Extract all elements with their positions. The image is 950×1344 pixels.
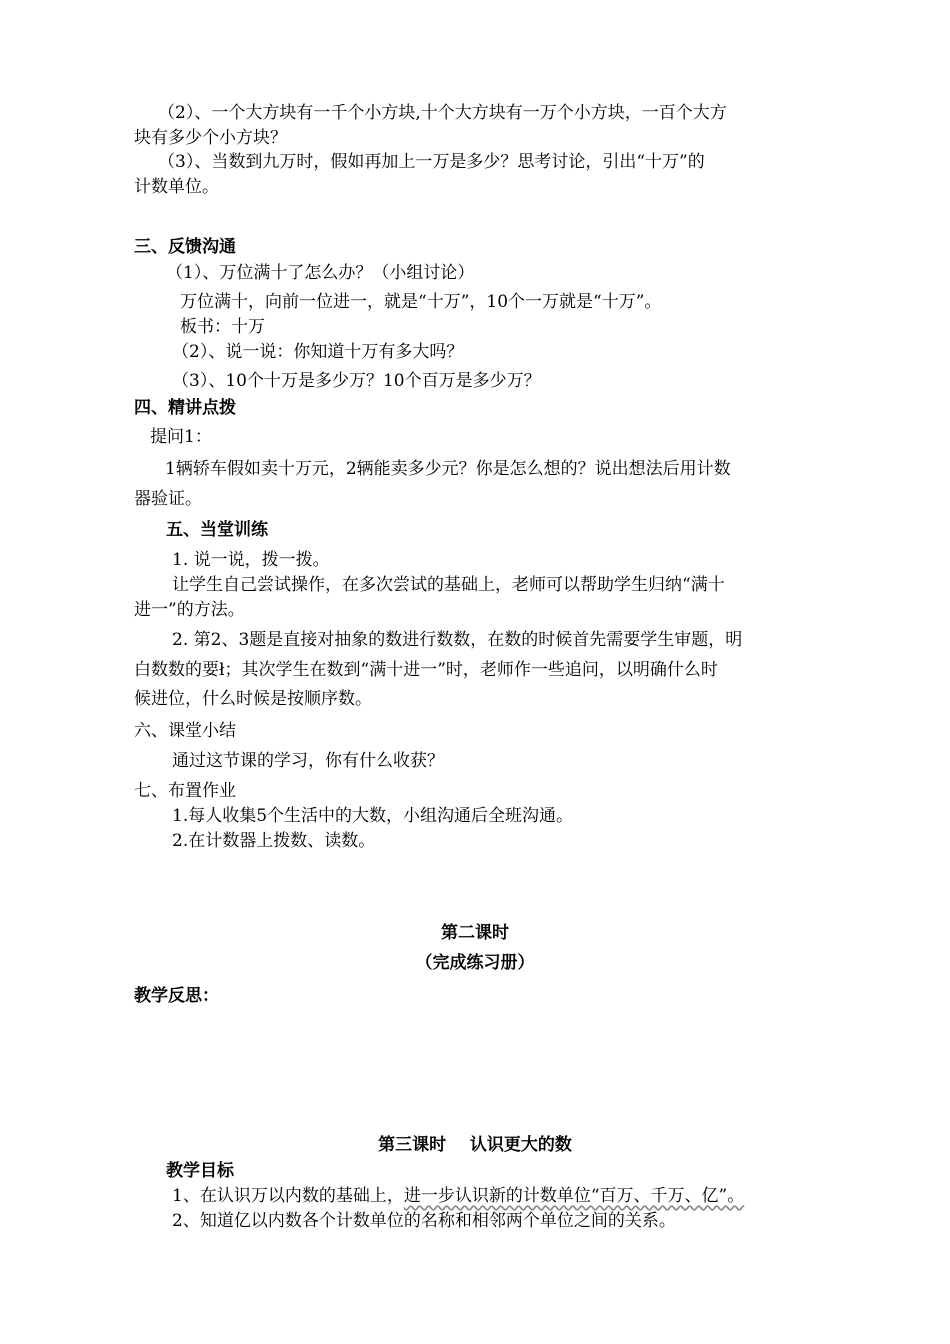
section5-item1: 1. 说一说，拨一拨。 — [172, 550, 330, 570]
section4-heading: 四、精讲点拨 — [134, 398, 236, 418]
section5-item2-line2: 白数数的要ł；其次学生在数到“满十进一”时，老师作一些追问，以明确什么时 — [134, 660, 718, 680]
section4-line2: 器验证。 — [134, 489, 202, 509]
item3-line2: 计数单位。 — [134, 177, 219, 197]
section3-board: 板书：十万 — [180, 317, 265, 337]
section7-item2: 2.在计数器上拨数、读数。 — [172, 831, 376, 851]
lesson3-title: 第三课时 认识更大的数 — [378, 1135, 572, 1155]
lesson2-subtitle: （完成练习册） — [415, 953, 535, 973]
section6-text: 通过这节课的学习，你有什么收获？ — [172, 751, 444, 771]
goal1-underlined: 进一步认识新的计数单位“百万、千万、亿”。 — [403, 1186, 745, 1206]
section3-q1: （1）、万位满十了怎么办？（小组讨论） — [166, 263, 475, 283]
teaching-goal-heading: 教学目标 — [166, 1161, 234, 1181]
section5-item1-desc-line1: 让学生自己尝试操作，在多次尝试的基础上，老师可以帮助学生归纳“满十 — [172, 575, 725, 595]
section5-item1-desc-line2: 进一”的方法。 — [134, 600, 245, 620]
item2-line1: （2）、一个大方块有一千个小方块,十个大方块有一万个小方块，一百个大方 — [158, 103, 727, 123]
item2-line2: 块有多少个小方块？ — [134, 128, 287, 148]
section5-heading: 五、当堂训练 — [166, 520, 268, 540]
lesson2-title: 第二课时 — [441, 923, 509, 943]
section3-answer1: 万位满十，向前一位进一，就是“十万”，10个一万就是“十万”。 — [180, 292, 662, 312]
goal1-prefix: 1、在认识万以内数的基础上， — [172, 1186, 404, 1206]
goal1 — [172, 1185, 744, 1207]
section4-line1: 1辆轿车假如卖十万元，2辆能卖多少元？你是怎么想的？说出想法后用计数 — [165, 459, 731, 479]
section3-q2: （2）、说一说：你知道十万有多大吗？ — [172, 342, 464, 362]
item3-line1: （3）、当数到九万时，假如再加上一万是多少？思考讨论，引出“十万”的 — [158, 152, 705, 172]
section3-heading: 三、反馈沟通 — [134, 237, 236, 257]
section7-heading: 七、布置作业 — [134, 781, 236, 801]
section4-ask-label: 提问1： — [150, 427, 212, 447]
teaching-reflection-label: 教学反思： — [134, 986, 219, 1006]
section7-item1: 1.每人收集5个生活中的大数，小组沟通后全班沟通。 — [172, 806, 574, 826]
section6-heading: 六、课堂小结 — [134, 721, 236, 741]
section3-q3: （3）、10个十万是多少万？10个百万是多少万？ — [172, 371, 541, 391]
section5-item2-line1: 2. 第2、3题是直接对抽象的数进行数数，在数的时候首先需要学生审题，明 — [172, 630, 743, 650]
section5-item2-line3: 候进位，什么时候是按顺序数。 — [134, 689, 372, 709]
goal2: 2、知道亿以内数各个计数单位的名称和相邻两个单位之间的关系。 — [172, 1211, 676, 1231]
